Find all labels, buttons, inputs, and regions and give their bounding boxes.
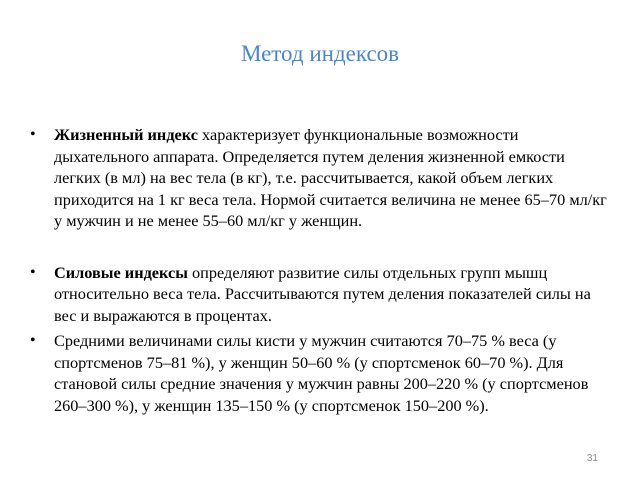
bullet-list <box>28 124 608 416</box>
bullet-item-vital-index <box>28 124 608 232</box>
bullet-term: Жизненный индекс <box>54 125 198 144</box>
bullet-text: определяют развитие силы отдельных групп мышц относительно веса тела. Рассчитываются путем деления показателей силы на вес и выражаются в процентах. <box>54 262 591 325</box>
bullet-icon: • <box>30 263 36 281</box>
bullet-text: Средними величинами силы кисти у мужчин считаются 70–75 % веса (у спортсменов 75–81 %), у женщин 50–60 % (у спортсменок 60–70 %). Для становой силы средние значения у мужчин равны 200–220 % (у спортсменов 260–300 %), у женщин 135–150 % (у спортсменок 150–200 %). <box>54 331 589 415</box>
page-number: 31 <box>586 453 598 464</box>
bullet-icon: • <box>30 126 36 143</box>
bullet-text: характеризует функциональные возможности дыхательного аппарата. Определяется путем деления жизненной емкости легких (в мл) на вес тела (в кг), т.е. рассчитывается, какой объем легких приходится на 1 кг веса тела. Нормой считается величина не менее 65–70 мл/кг у мужчин и не менее 55–60 мл/кг у женщин. <box>54 125 607 230</box>
bullet-item-average-strength <box>28 330 608 416</box>
bullet-term: Силовые индексы <box>54 262 188 282</box>
bullet-icon: • <box>30 332 36 349</box>
bullet-item-strength-indices <box>28 262 608 327</box>
slide-title: Метод индексов <box>240 41 400 66</box>
